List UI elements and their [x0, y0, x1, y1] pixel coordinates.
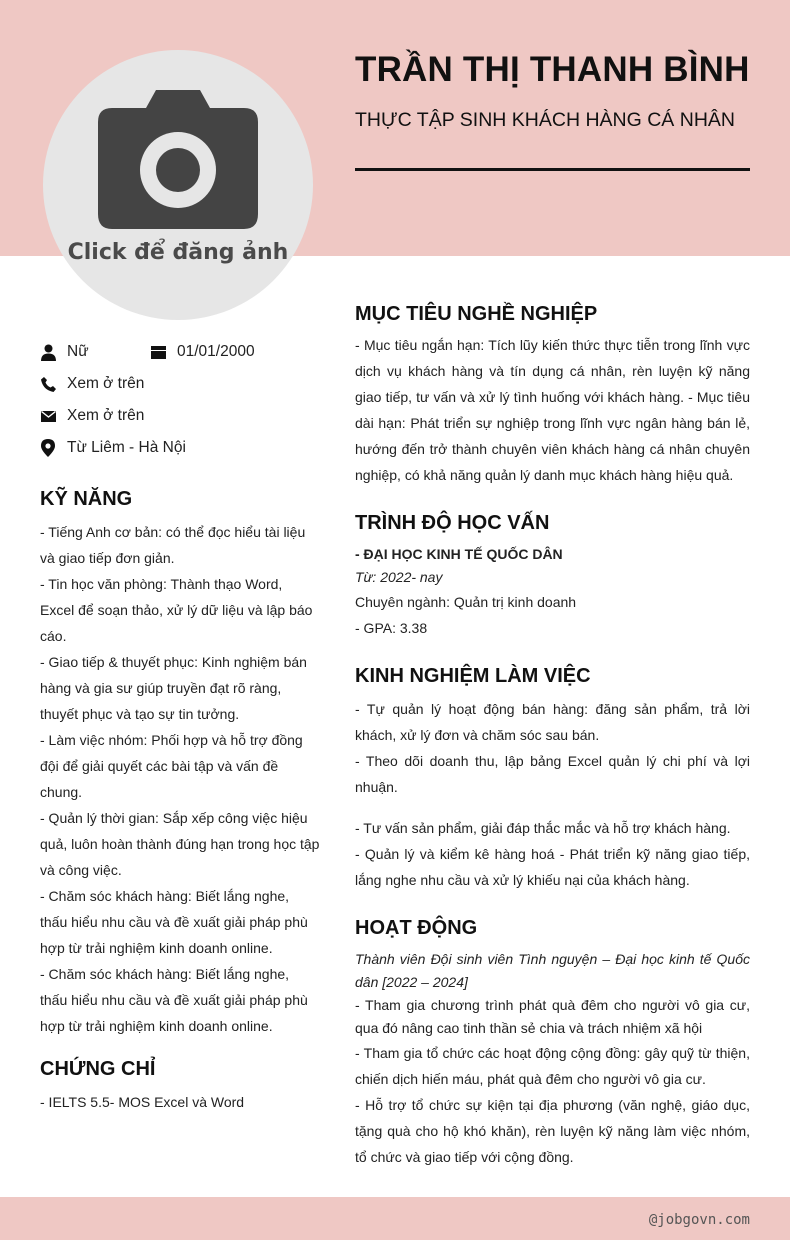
skill-item: - Chăm sóc khách hàng: Biết lắng nghe, thấu hiểu nhu cầu và đề xuất giải pháp phù hợp từ trải nghiệm kinh doanh online. — [40, 966, 308, 1034]
experience-item: - Tự quản lý hoạt động bán hàng: đăng sản phẩm, trả lời khách, xử lý đơn và chăm sóc sau bán. — [355, 701, 750, 743]
activity-item: - Tham gia tổ chức các hoạt động cộng đồng: gây quỹ từ thiện, chiến dịch hiến máu, phát quà đêm cho người vô gia cư. — [355, 1045, 750, 1087]
full-name: TRẦN THỊ THANH BÌNH — [355, 50, 750, 89]
profile-photo-upload[interactable] — [43, 50, 313, 320]
location-pin-icon — [40, 439, 56, 457]
footer-watermark: @jobgovn.com — [648, 1212, 750, 1228]
email-icon — [40, 407, 56, 425]
skill-item: - Quản lý thời gian: Sắp xếp công việc hiệu quả, luôn hoàn thành đúng hạn trong học tập và công việc. — [40, 810, 320, 878]
job-title: THỰC TẬP SINH KHÁCH HÀNG CÁ NHÂN — [355, 109, 735, 131]
skill-item: - Tiếng Anh cơ bản: có thể đọc hiểu tài liệu và giao tiếp đơn giản. — [40, 524, 306, 566]
dob-value: 01/01/2000 — [177, 343, 255, 360]
info-dob — [150, 342, 255, 362]
person-icon — [40, 343, 56, 361]
education-heading: TRÌNH ĐỘ HỌC VẤN — [355, 512, 550, 534]
phone-value: Xem ở trên — [67, 375, 145, 392]
activity-item: - Tham gia chương trình phát quà đêm cho người vô gia cư, qua đó nâng cao tinh thần sẻ chia và trách nhiệm xã hội — [355, 997, 750, 1036]
skills-list — [40, 519, 320, 1039]
objective-text: - Mục tiêu ngắn hạn: Tích lũy kiến thức thực tiễn trong lĩnh vực dịch vụ khách hàng và tín dụng cá nhân, rèn luyện kỹ năng giao tiếp, tư vấn và xử lý tình huống với khách hàng. - Mục tiêu dài hạn: Phát triển sự nghiệp trong lĩnh vực ngân hàng bán lẻ, hướng đến trở thành chuyên viên khách hàng cá nhân chuyên nghiệp, có khả năng quản lý danh mục khách hàng hiệu quả. — [355, 337, 750, 483]
skills-heading: KỸ NĂNG — [40, 488, 133, 510]
calendar-icon — [150, 343, 166, 361]
activities-heading: HOẠT ĐỘNG — [355, 917, 478, 939]
experience-item: - Theo dõi doanh thu, lập bảng Excel quản lý chi phí và lợi nhuận. — [355, 753, 750, 795]
phone-icon — [40, 375, 56, 393]
address-value: Từ Liêm - Hà Nội — [67, 439, 186, 456]
skill-item: - Làm việc nhóm: Phối hợp và hỗ trợ đồng đội để giải quyết các bài tập và vấn đề chung. — [40, 732, 303, 800]
experience-item: - Tư vấn sản phẩm, giải đáp thắc mắc và hỗ trợ khách hàng. — [355, 820, 731, 836]
camera-icon — [98, 90, 258, 230]
info-phone — [40, 374, 144, 394]
education-period: Từ: 2022- nay — [355, 569, 443, 585]
experience-list — [355, 696, 750, 800]
objective-heading: MỤC TIÊU NGHỀ NGHIỆP — [355, 303, 598, 325]
info-address — [40, 438, 186, 458]
education-gpa: - GPA: 3.38 — [355, 620, 428, 636]
activity-item: - Hỗ trợ tổ chức sự kiện tại địa phương (văn nghệ, giáo dục, tặng quà cho hộ khó khăn), rèn luyện kỹ năng làm việc nhóm, tổ chức và giao tiếp với cộng đồng. — [355, 1097, 750, 1165]
experience-item: - Quản lý và kiểm kê hàng hoá - Phát triển kỹ năng giao tiếp, lắng nghe nhu cầu và xử lý khiếu nại của khách hàng. — [355, 846, 750, 888]
info-gender — [40, 342, 89, 362]
photo-caption: Click để đăng ảnh — [67, 240, 289, 265]
skill-item: - Tin học văn phòng: Thành thạo Word, Excel để soạn thảo, xử lý dữ liệu và lập báo cáo. — [40, 576, 313, 644]
gender-value: Nữ — [67, 343, 89, 360]
certificates-heading: CHỨNG CHỈ — [40, 1058, 156, 1080]
certificates-text: - IELTS 5.5- MOS Excel và Word — [40, 1094, 245, 1110]
experience-list-2 — [355, 815, 750, 893]
skill-item: - Giao tiếp & thuyết phục: Kinh nghiệm bán hàng và gia sư giúp truyền đạt rõ ràng, thuyết phục và tạo sự tin tưởng. — [40, 654, 307, 722]
activities-list — [355, 1040, 750, 1170]
activities-org: Thành viên Đội sinh viên Tình nguyện – Đại học kinh tế Quốc dân [2022 – 2024] — [355, 951, 750, 990]
email-value: Xem ở trên — [67, 407, 145, 424]
experience-heading: KINH NGHIỆM LÀM VIỆC — [355, 665, 591, 687]
title-divider — [355, 168, 750, 171]
info-email — [40, 406, 144, 426]
skill-item: - Chăm sóc khách hàng: Biết lắng nghe, thấu hiểu nhu cầu và đề xuất giải pháp phù hợp từ trải nghiệm kinh doanh online. — [40, 888, 308, 956]
education-major: Chuyên ngành: Quản trị kinh doanh — [355, 594, 577, 610]
school-name: - ĐẠI HỌC KINH TẾ QUỐC DÂN — [355, 546, 563, 562]
